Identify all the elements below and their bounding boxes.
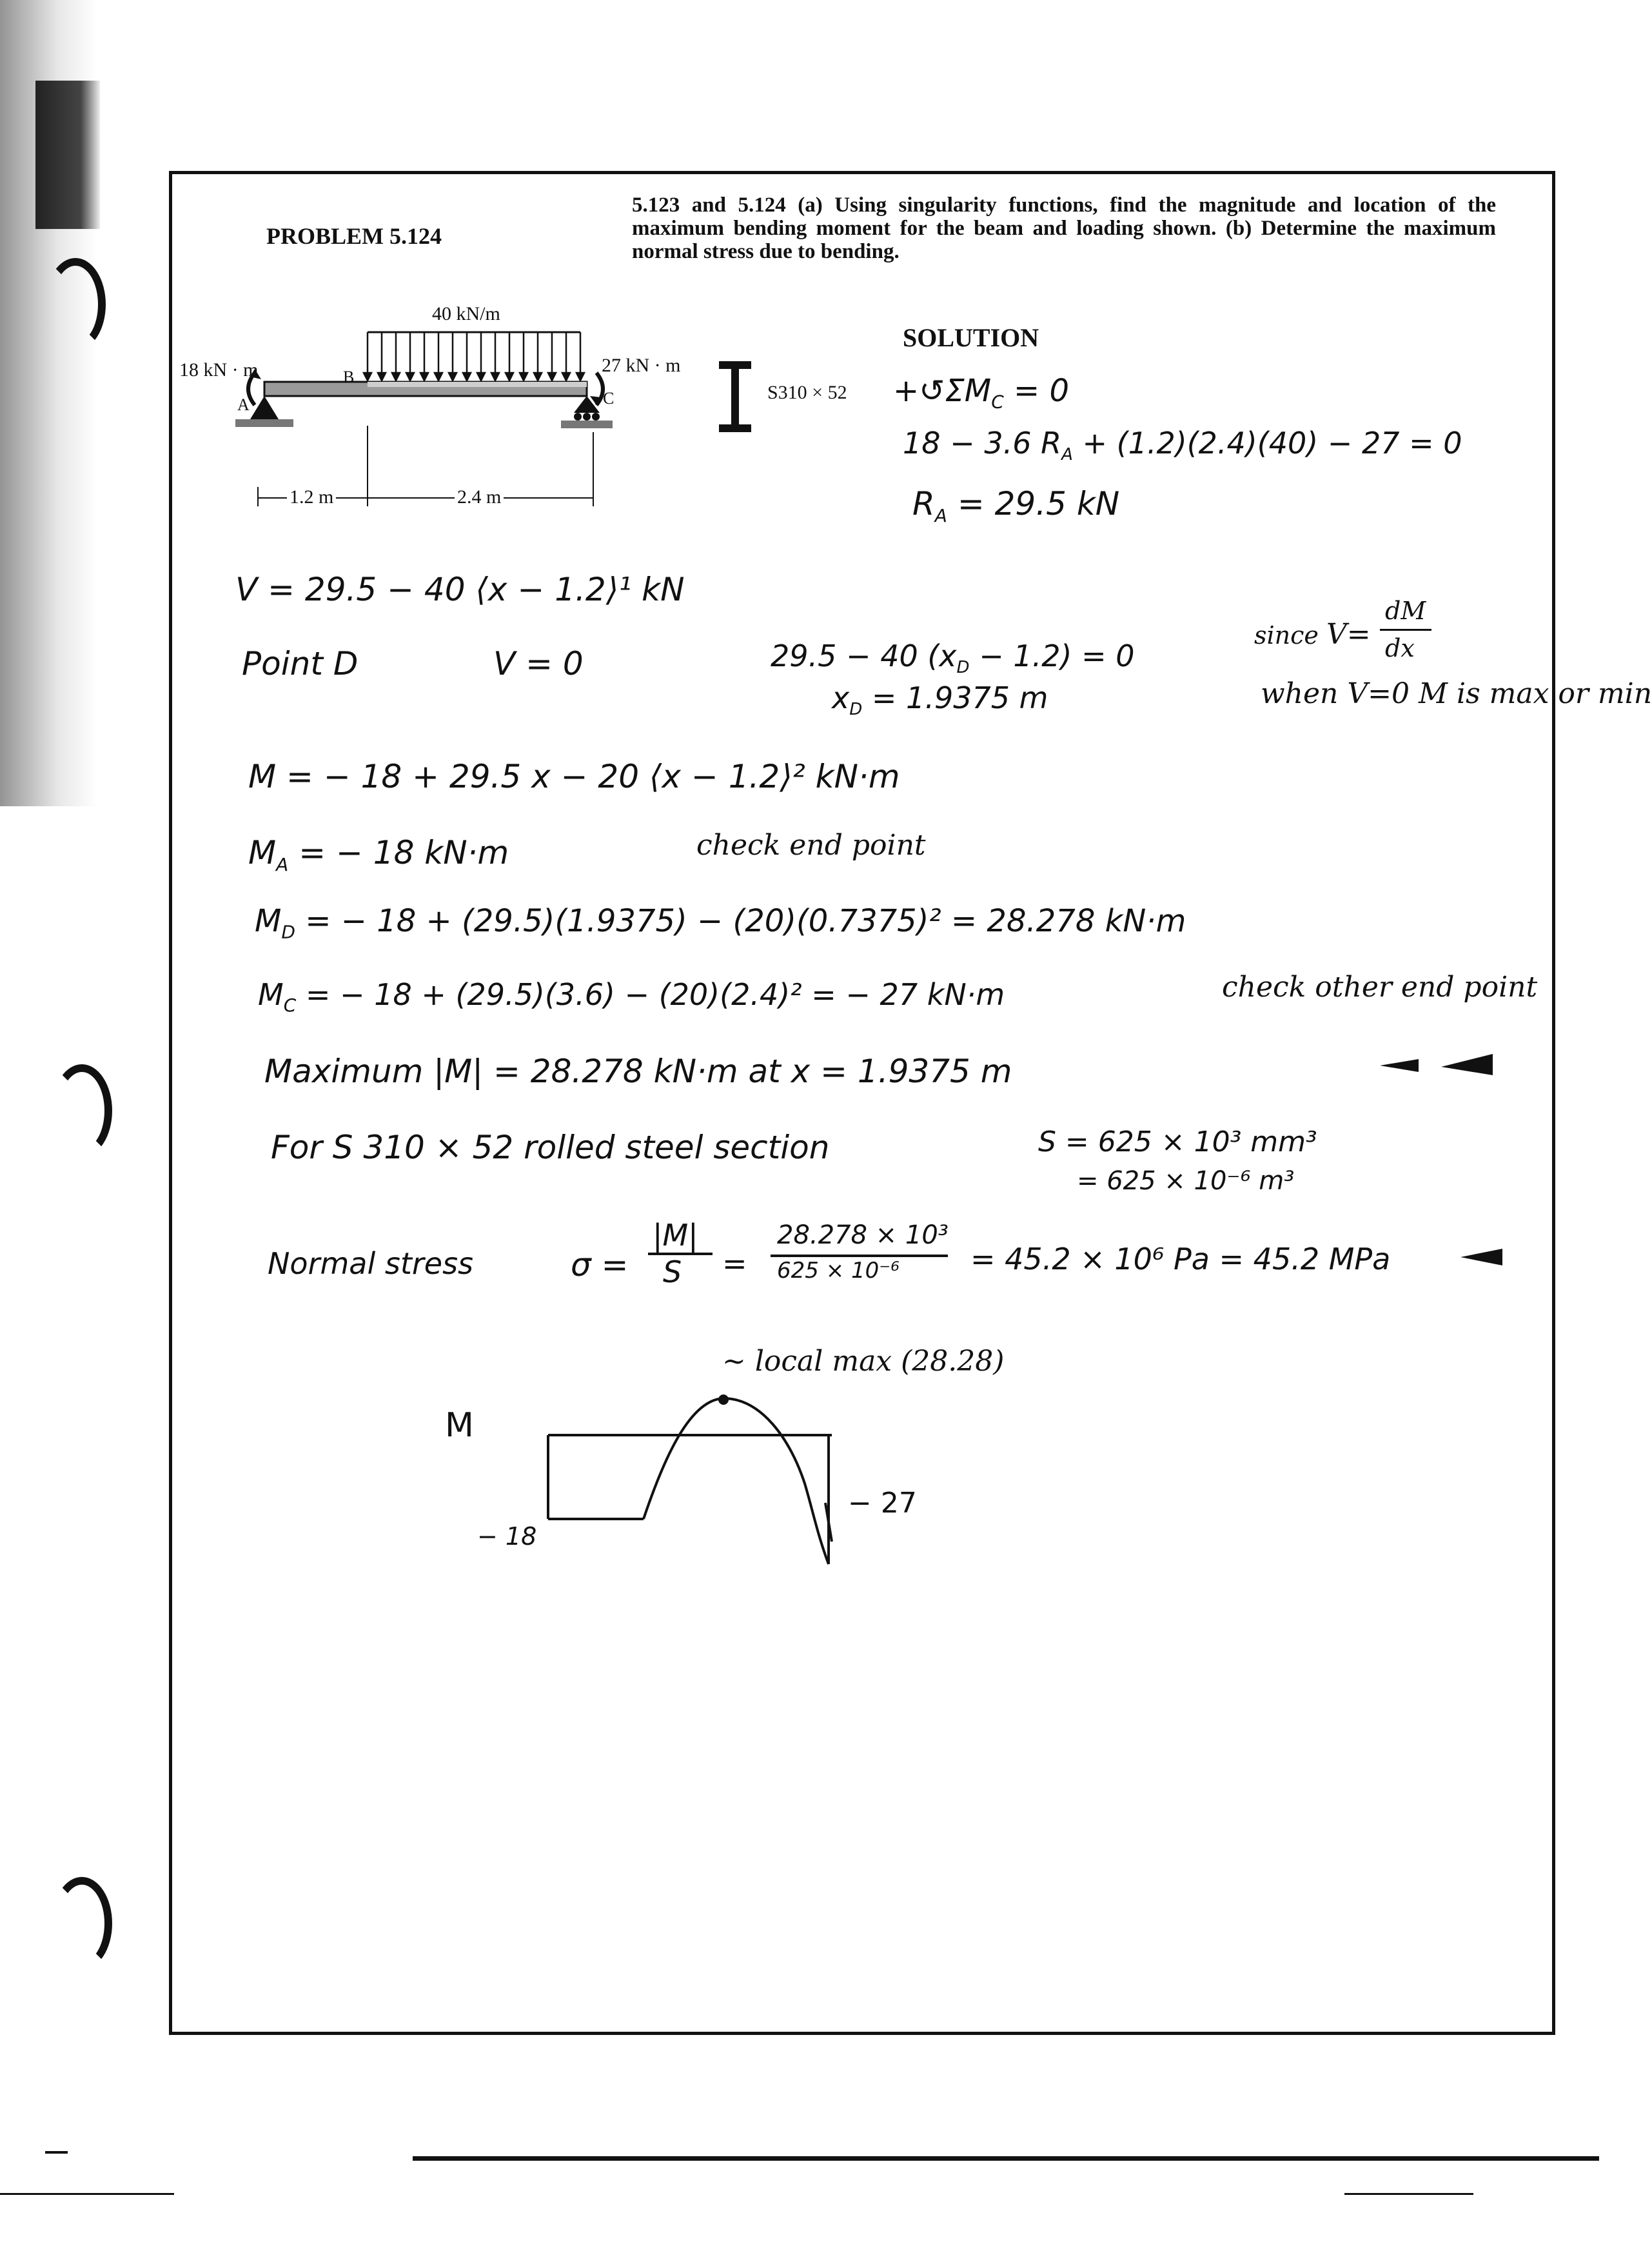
neg18-label: − 18	[477, 1522, 537, 1551]
frac1-denominator: S	[663, 1255, 682, 1289]
since-fraction-bar	[1380, 629, 1431, 631]
distributed-load-arrows	[364, 332, 584, 381]
scan-line	[45, 2151, 68, 2154]
normal-stress-label: Normal stress	[268, 1246, 474, 1281]
equilibrium-eq: 18 − 3.6 $R_A + (1.2)(2.4)(40) - 27 = 0$	[903, 426, 1462, 465]
frac2-numerator: 28.278 × 10³	[777, 1220, 949, 1250]
since-note: since V=	[1254, 618, 1371, 651]
check-end-note: check end point	[696, 829, 926, 862]
point-b-label: B	[343, 368, 355, 386]
section-line: For S 310 × 52 rolled steel section	[271, 1129, 830, 1166]
since-fraction-den: dx	[1385, 634, 1415, 662]
dim-bc-label: 2.4 m	[455, 486, 504, 508]
xd-value: $x_D = 1.9375$ m	[832, 680, 1048, 720]
distributed-load-label: 40 kN/m	[432, 303, 500, 324]
stress-result: = 45.2 × 10⁶ Pa = 45.2 MPa	[970, 1242, 1391, 1276]
punch-hole-icon	[52, 1064, 112, 1157]
moment-a-label: 18 kN · m	[179, 359, 259, 381]
answer-arrows-icon	[1380, 1053, 1502, 1078]
point-c-label: C	[603, 389, 615, 408]
point-a-label: A	[237, 395, 250, 414]
s-value-m: = 625 × 10⁻⁶ m³	[1077, 1166, 1295, 1196]
moment-curve	[644, 1398, 829, 1564]
frac2-denominator: 625 × 10⁻⁶	[777, 1258, 900, 1284]
dim-ab-label: 1.2 m	[287, 486, 336, 508]
check-other-end-note: check other end point	[1222, 971, 1538, 1004]
equals-sign: =	[722, 1246, 747, 1281]
moment-c-label: 27 kN · m	[602, 355, 681, 376]
solution-heading: SOLUTION	[903, 323, 1039, 352]
frac2-bar	[771, 1255, 948, 1257]
md-eq: $M_D$ = − 18 + (29.5)(1.9375) − (20)(0.7375)² = 28.278 kN·m	[255, 903, 1186, 943]
problem-statement: 5.123 and 5.124 (a) Using singularity functions, find the magnitude and location of the maximum bending moment for the beam and loading shown. (b) Determine the maximum normal stress due to bending.	[632, 193, 1496, 263]
max-moment-eq: Maximum |M| = 28.278 kN·m at x = 1.9375 m	[264, 1053, 1012, 1090]
max-point	[718, 1394, 729, 1405]
reaction-eq: $R_A = 29.5$ kN	[912, 485, 1120, 526]
answer-arrow-icon	[1460, 1247, 1506, 1267]
local-max-note: ~ local max (28.28)	[722, 1345, 1005, 1378]
moment-axis-label: M	[445, 1406, 474, 1445]
point-d-label: Point D	[242, 645, 359, 682]
scan-line	[0, 2193, 174, 2195]
frac1-numerator: |M|	[653, 1218, 698, 1253]
scan-line	[413, 2156, 1599, 2161]
sigma-symbol: σ =	[571, 1246, 629, 1284]
moment-diagram	[542, 1387, 851, 1574]
point-d-condition: V = 0	[493, 645, 584, 682]
ma-eq: $M_A$ = − 18 kN·m	[248, 834, 509, 875]
scan-line	[1344, 2193, 1473, 2195]
neg27-label: − 27	[848, 1487, 917, 1520]
since-fraction-num: dM	[1385, 597, 1426, 625]
section-label: S310 × 52	[767, 382, 847, 403]
moment-eq: M = − 18 + 29.5 x − 20 ⟨x − 1.2⟩² kN·m	[248, 758, 900, 795]
scan-binder-edge	[35, 81, 100, 229]
problem-title: PROBLEM 5.124	[266, 223, 442, 249]
punch-hole-icon	[45, 258, 106, 351]
i-beam-section-icon	[716, 361, 754, 432]
pin-support-a	[250, 396, 279, 419]
sum-moments-eq: $+↺\Sigma M_C = 0$	[893, 373, 1070, 413]
when-note: when V=0 M is max or min	[1261, 677, 1652, 710]
punch-hole-icon	[52, 1877, 112, 1970]
beam-figure	[174, 297, 709, 516]
s-value-mm: S = 625 × 10³ mm³	[1038, 1126, 1317, 1158]
shear-eq: V = 29.5 − 40 ⟨x − 1.2⟩¹ kN	[235, 571, 685, 608]
xd-equation: 29.5 − 40 $(x_D - 1.2) = 0$	[771, 639, 1135, 678]
mc-eq: $M_C$ = − 18 + (29.5)(3.6) − (20)(2.4)² = − 27 kN·m	[258, 977, 1005, 1017]
